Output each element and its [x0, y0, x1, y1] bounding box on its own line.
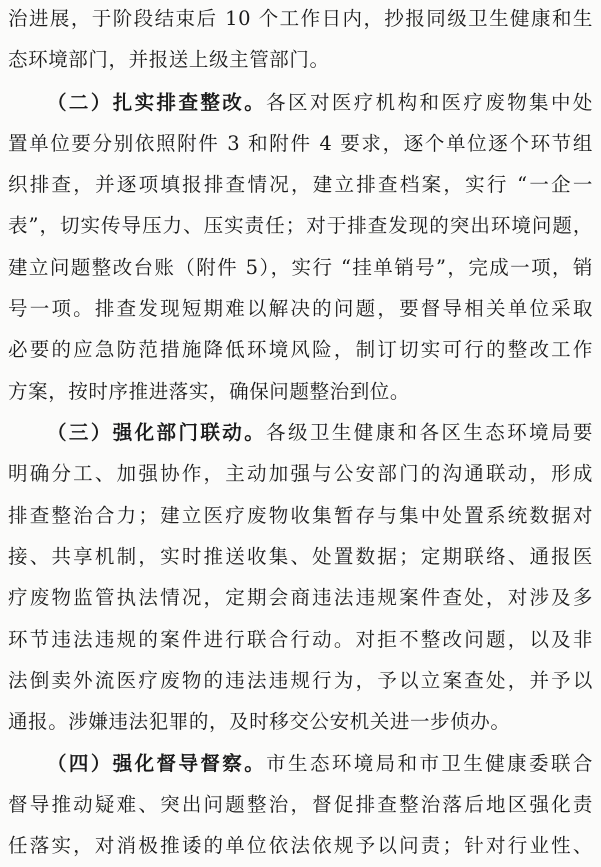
line-text: 织排查，并逐项填报排查情况，建立排查档案，实行 “一企一 — [8, 173, 593, 196]
line-text: 必要的应急防范措施降低环境风险，制订切实可行的整改工作 — [8, 338, 593, 361]
text-line — [8, 335, 593, 365]
line-text: 明确分工、加强协作，主动加强与公安部门的沟通联动，形成 — [8, 462, 593, 485]
section-heading: （二）扎实排查整改。 — [47, 91, 267, 114]
text-line — [8, 501, 593, 531]
line-text: 督导推动疑难、突出问题整治，督促排查整治落后地区强化责 — [8, 793, 593, 816]
line-text: 任落实，对消极推诿的单位依法依规予以问责；针对行业性、 — [8, 834, 593, 857]
line-text: 各级卫生健康和各区生态环境局要 — [266, 421, 593, 444]
line-text: 建立问题整改台账（附件 5），实行 “挂单销号”，完成一项，销 — [8, 256, 593, 279]
line-text: 态环境部门，并报送上级主管部门。 — [8, 48, 330, 71]
line-text: 各区对医疗机构和医疗废物集中处 — [266, 91, 593, 114]
text-line — [8, 790, 593, 820]
line-text: 环节违法违规的案件进行联合行动。对拒不整改问题，以及非 — [8, 628, 593, 651]
text-line — [8, 170, 593, 200]
text-line — [8, 666, 593, 696]
section-heading: （三）强化部门联动。 — [47, 421, 267, 444]
line-text: 法倒卖外流医疗废物的违法违规行为，予以立案查处，并予以 — [8, 669, 593, 692]
line-text: 通报。涉嫌违法犯罪的，及时移交公安机关进一步侦办。 — [8, 710, 511, 733]
line-text: 置单位要分别依照附件 3 和附件 4 要求，逐个单位逐个环节组 — [8, 132, 593, 155]
text-line — [8, 418, 593, 448]
text-line — [8, 542, 593, 572]
line-text: 方案，按时序推进落实，确保问题整治到位。 — [8, 380, 411, 403]
text-line — [8, 583, 593, 613]
text-line — [8, 4, 593, 34]
text-line — [8, 459, 593, 489]
text-line — [8, 707, 593, 737]
text-line — [8, 377, 593, 407]
line-text: 排查整治合力；建立医疗废物收集暂存与集中处置系统数据对 — [8, 504, 593, 527]
text-line — [8, 211, 593, 241]
text-line — [8, 253, 593, 283]
section-heading: （四）强化督导督察。 — [47, 752, 267, 775]
line-text: 表”，切实传导压力、压实责任；对于排查发现的突出环境问题， — [8, 214, 593, 237]
line-text: 号一项。排查发现短期难以解决的问题，要督导相关单位采取 — [8, 297, 593, 320]
text-line — [8, 88, 593, 118]
text-line — [8, 129, 593, 159]
line-text: 市生态环境局和市卫生健康委联合 — [266, 752, 593, 775]
text-line — [8, 749, 593, 779]
text-line — [8, 625, 593, 655]
text-line — [8, 45, 593, 75]
line-text: 疗废物监管执法情况，定期会商违法违规案件查处，对涉及多 — [8, 586, 593, 609]
text-line — [8, 294, 593, 324]
line-text: 接、共享机制，实时推送收集、处置数据；定期联络、通报医 — [8, 545, 593, 568]
line-text: 治进展，于阶段结束后 10 个工作日内，抄报同级卫生健康和生 — [8, 7, 593, 30]
text-line — [8, 831, 593, 861]
